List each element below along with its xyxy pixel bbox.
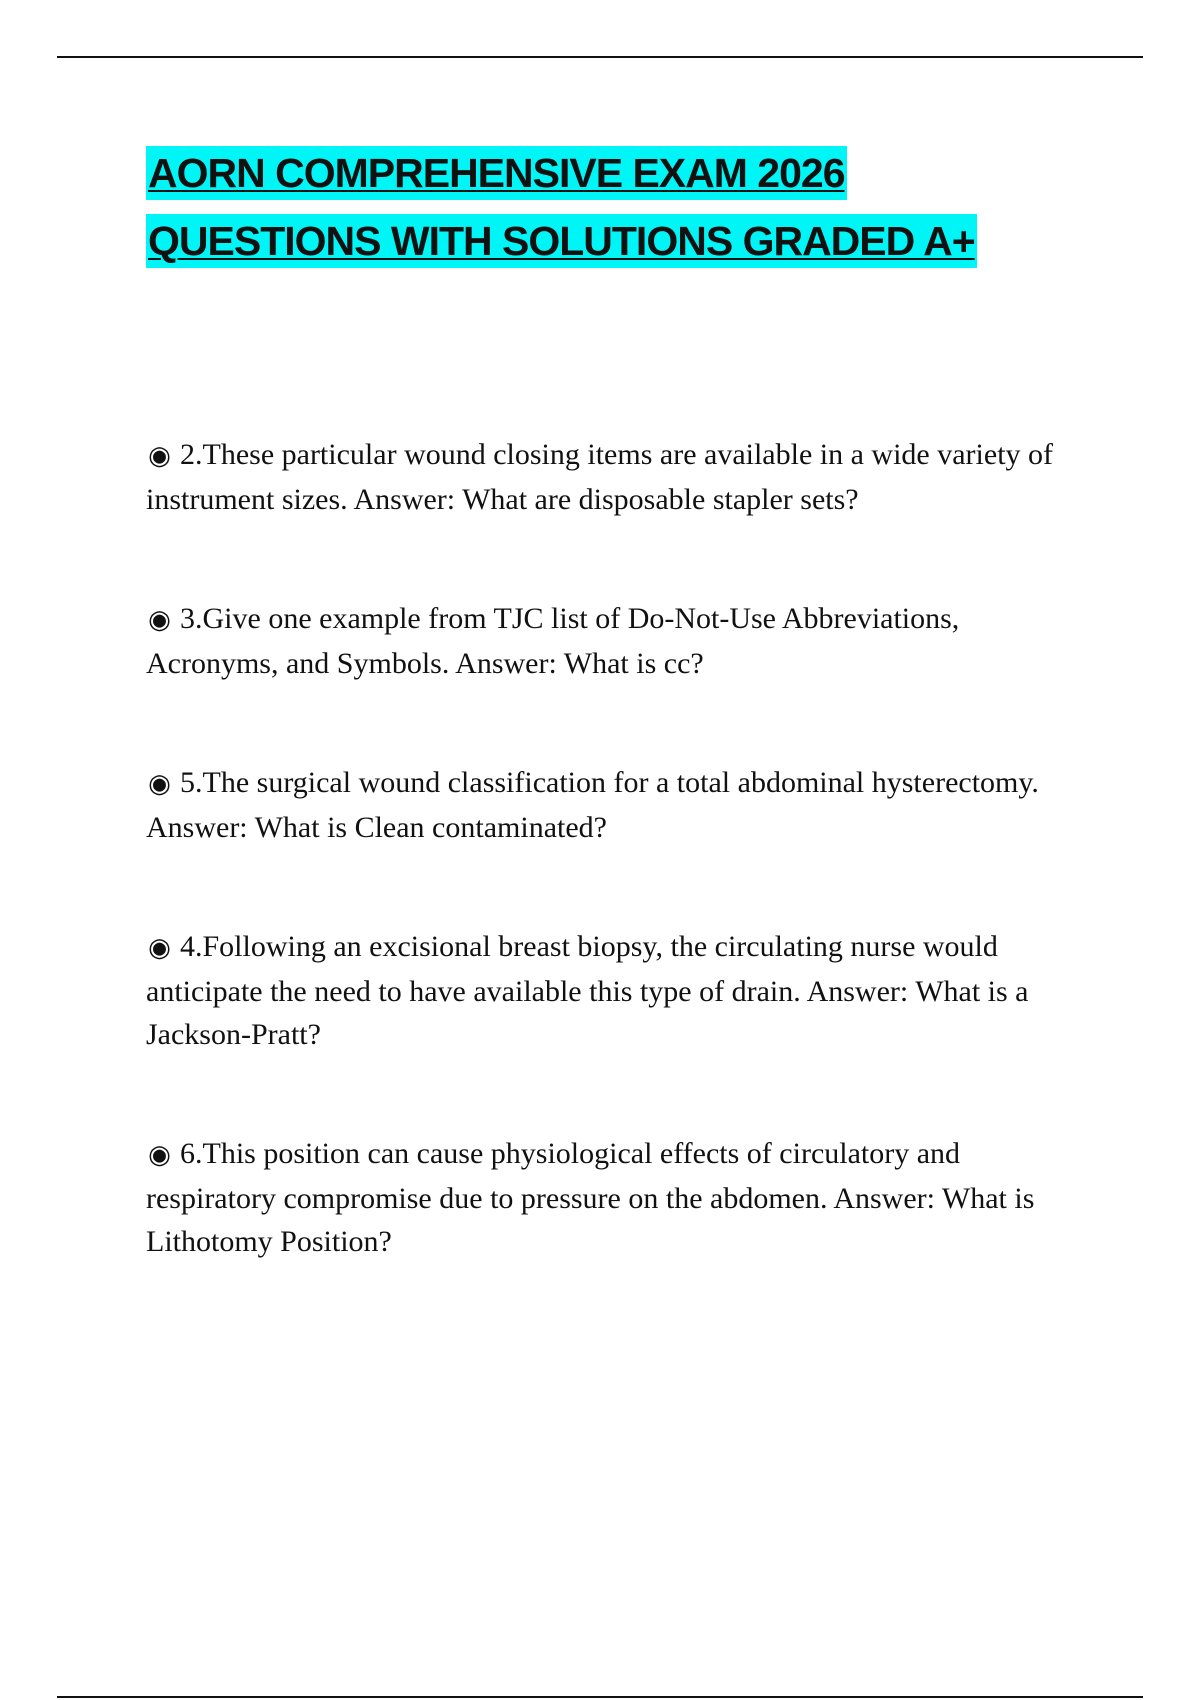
question-item [146,1132,1096,1263]
title-line-2: QUESTIONS WITH SOLUTIONS GRADED A+ [146,214,977,268]
circle-bullet-icon: ◉ [148,441,171,471]
header-rule [57,56,1143,58]
circle-bullet-icon: ◉ [148,1140,171,1170]
document-title [146,146,1106,268]
title-line-1: AORN COMPREHENSIVE EXAM 2026 [146,146,847,200]
question-text: 4.Following an excisional breast biopsy, the circulating nurse would anticipate the need to have available this type of drain. Answer: What is a Jackson-Pratt? [146,930,1029,1051]
question-item [146,433,1096,521]
question-text: 3.Give one example from TJC list of Do-Not-Use Abbreviations, Acronyms, and Symbols. Answer: What is cc? [146,602,960,680]
question-text: 2.These particular wound closing items are available in a wide variety of instrument sizes. Answer: What are disposable stapler sets? [146,438,1054,516]
footer-rule [57,1696,1143,1698]
question-item [146,925,1096,1056]
circle-bullet-icon: ◉ [148,769,171,799]
question-list [146,433,1096,1263]
question-item [146,597,1096,685]
circle-bullet-icon: ◉ [148,933,171,963]
circle-bullet-icon: ◉ [148,605,171,635]
question-text: 6.This position can cause physiological effects of circulatory and respiratory compromise due to pressure on the abdomen. Answer: What is Lithotomy Position? [146,1137,1035,1258]
question-item [146,761,1096,849]
question-text: 5.The surgical wound classification for a total abdominal hysterectomy. Answer: What is Clean contaminated? [146,766,1039,844]
